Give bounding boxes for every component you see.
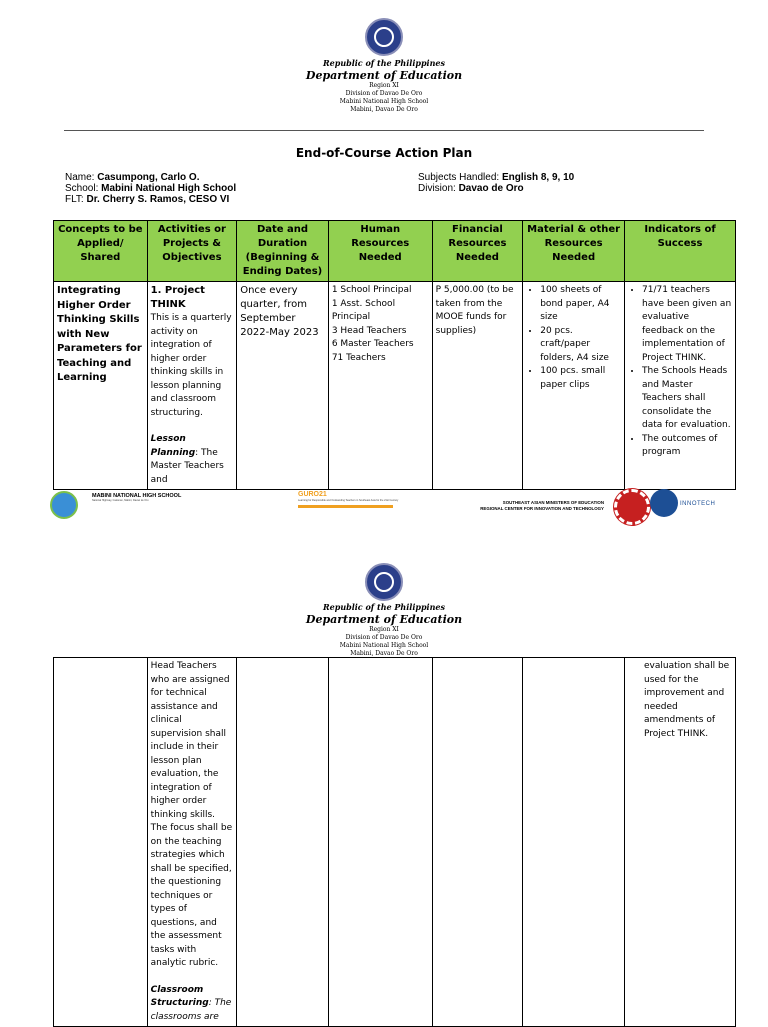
indicator-item: • The outcomes of program <box>642 433 732 460</box>
region-line: Region XI <box>369 626 399 633</box>
seameo-line-two: REGIONAL CENTER FOR INNOVATION AND TECHNOLOGY <box>480 506 604 511</box>
flt-value: Dr. Cherry S. Ramos, CESO VI <box>86 194 230 205</box>
department-line: Department of Education <box>305 69 463 82</box>
school-line: Mabini National High School <box>339 642 429 649</box>
date-text: Once every quarter, from September 2022-May 2023 <box>240 285 319 338</box>
table-header-row <box>54 221 736 282</box>
division-value: Davao de Oro <box>458 183 524 194</box>
info-left <box>65 172 236 205</box>
header-divider <box>64 130 704 131</box>
region-line: Region XI <box>369 82 399 89</box>
flt-label: FLT: <box>65 194 84 205</box>
lesson-planning-text: : The Master Teachers and <box>150 447 224 485</box>
page-two <box>0 555 768 1024</box>
human-item: 3 Head Teachers <box>331 325 407 336</box>
guro21-logo: GURO21 <box>298 491 327 498</box>
letterhead <box>0 602 768 658</box>
deped-seal-logo <box>365 563 403 601</box>
table-row <box>54 282 736 490</box>
classroom-structuring-label: Classroom Structuring <box>150 984 209 1008</box>
division-line: Division of Davao De Oro <box>345 634 423 641</box>
action-plan-table <box>53 220 736 490</box>
indicator-continued: evaluation shall be used for the improvement and needed amendments of Project THINK. <box>644 661 730 739</box>
financial-cell <box>432 658 523 1027</box>
activity-cell <box>147 282 237 490</box>
name-value: Casumpong, Carlo O. <box>97 172 200 183</box>
school-line: Mabini National High School <box>339 98 429 105</box>
guro21-tagline: Learning for Responsible and Outstanding Teachers in Southeast Asia for the 21st Century <box>298 499 399 502</box>
document-title: End-of-Course Action Plan <box>295 146 473 160</box>
human-item: 1 School Principal <box>331 285 412 295</box>
activity-body: This is a quarterly activity on integration of higher order thinking skills in lesson planning and classroom structuring. <box>150 313 232 418</box>
concept-cell: Integrating Higher Order Thinking Skills with New Parameters for Teaching and Learning <box>54 282 148 490</box>
lesson-planning-label: Lesson Planning <box>150 434 196 458</box>
indicators-cell <box>625 282 736 490</box>
activity-title: 1. Project THINK <box>150 285 205 310</box>
human-item: 71 Teachers <box>331 352 386 363</box>
address-line: Mabini, Davao De Oro <box>350 650 418 657</box>
deped-seal-logo <box>365 18 403 56</box>
action-plan-table-continued <box>53 657 736 1027</box>
human-item: 6 Master Teachers <box>331 339 414 349</box>
table-row <box>54 658 736 1027</box>
name-label: Name: <box>65 172 95 183</box>
human-cell <box>328 282 432 490</box>
concept-cell <box>54 658 148 1027</box>
seameo-line-one: SOUTHEAST ASIAN MINISTERS OF EDUCATION <box>502 500 604 505</box>
department-line: Department of Education <box>305 613 463 626</box>
footer-school-name: MABINI NATIONAL HIGH SCHOOL <box>92 493 182 499</box>
info-right <box>418 172 574 194</box>
financial-cell: P 5,000.00 (to be taken from the MOOE funds for supplies) <box>432 282 523 490</box>
header-activities: Activities or Projects & Objectives <box>147 221 237 282</box>
header-date: Date and Duration (Beginning & Ending Dates) <box>237 221 329 282</box>
human-item: 1 Asst. School Principal <box>331 298 396 322</box>
footer-school-details: National Highway, Cadunan, Mabini, Davao de Oro <box>92 499 149 502</box>
materials-cell <box>523 658 625 1027</box>
division-line: Division of Davao De Oro <box>345 90 423 97</box>
school-value: Mabini National High School <box>101 183 237 194</box>
header-indicators: Indicators of Success <box>625 221 736 282</box>
division-label: Division: <box>418 183 456 194</box>
indicator-item: • 71/71 teachers have been given an evaluative feedback on the implementation of Project THINK. <box>642 284 732 365</box>
indicators-cell <box>625 658 736 1027</box>
innotech-wordmark: INNOTECH <box>680 501 716 507</box>
header-materials: Material & other Resources Needed <box>523 221 625 282</box>
material-item: • 20 pcs. craft/paper folders, A4 size <box>540 325 621 366</box>
indicator-item: • The Schools Heads and Master Teachers shall consolidate the data for evaluation. <box>642 365 732 433</box>
header-human: Human Resources Needed <box>328 221 432 282</box>
letterhead <box>0 58 768 114</box>
republic-line: Republic of the Philippines <box>322 602 445 612</box>
republic-line: Republic of the Philippines <box>322 58 445 68</box>
material-item: • 100 sheets of bond paper, A4 size <box>540 284 621 325</box>
subjects-value: English 8, 9, 10 <box>501 172 575 183</box>
date-cell <box>237 658 329 1027</box>
school-label: School: <box>65 183 99 194</box>
gear-logo-icon <box>614 489 650 525</box>
mabini-school-logo <box>50 491 78 519</box>
address-line: Mabini, Davao De Oro <box>350 106 418 113</box>
innotech-logo-icon <box>650 489 678 517</box>
activity-text: Head Teachers who are assigned for technical assistance and clinical supervision shall include in their lesson plan evaluation, the integration of higher order thinking skills. The focus shall be on the teaching strategies which shall be specified, the questioning techniques or types of questions, and the assessment tasks with analytic rubric. <box>150 661 233 968</box>
subjects-label: Subjects Handled: <box>418 172 500 183</box>
activity-cell <box>147 658 237 1027</box>
human-cell <box>328 658 432 1027</box>
page-footer <box>0 477 768 537</box>
header-concepts: Concepts to be Applied/ Shared <box>54 221 148 282</box>
header-financial: Financial Resources Needed <box>432 221 523 282</box>
classroom-structuring-text: : The classrooms are <box>150 998 232 1022</box>
date-cell <box>237 282 329 490</box>
guro21-bar <box>298 505 393 508</box>
materials-cell <box>523 282 625 490</box>
material-item: • 100 pcs. small paper clips <box>540 365 621 392</box>
